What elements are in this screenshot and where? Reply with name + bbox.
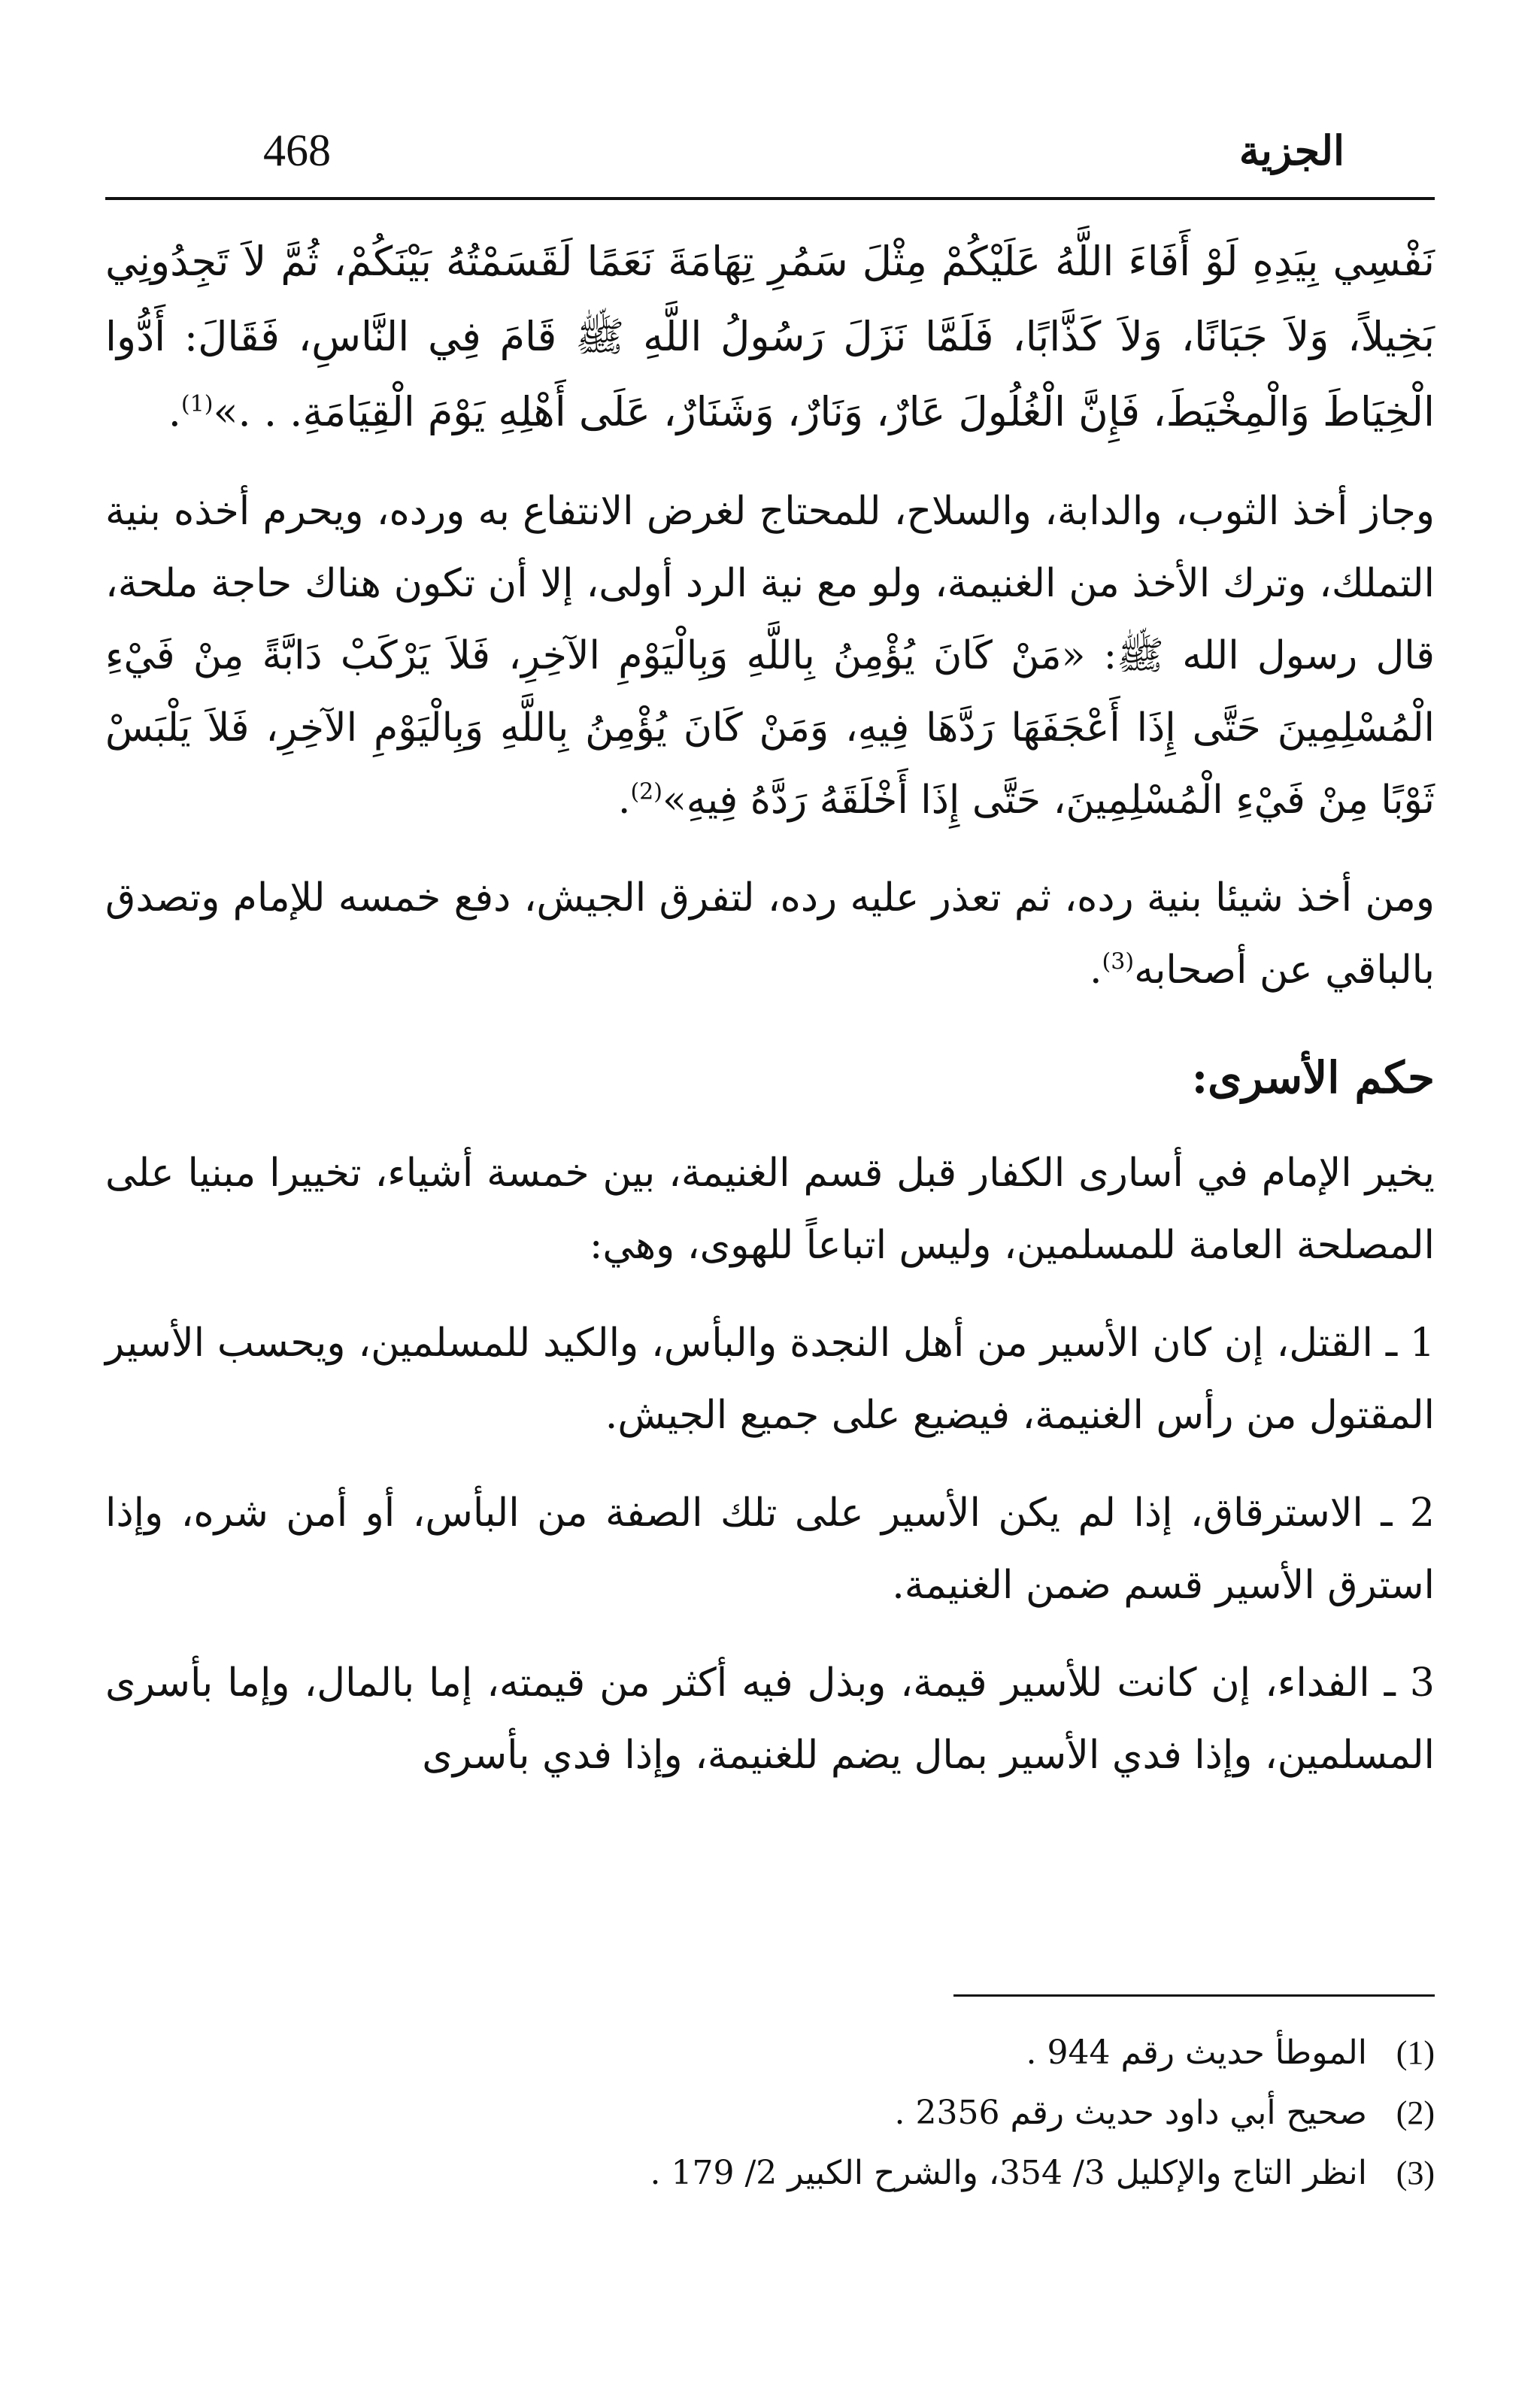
footnote-2 <box>105 2083 1435 2143</box>
footnote-rule <box>953 1994 1435 1997</box>
footnotes <box>105 2023 1435 2203</box>
footnote-ref-2: (2) <box>630 778 662 805</box>
footnote-text: انظر التاج والإكليل 3/ 354، والشرح الكبير 2/ 179 . <box>650 2154 1367 2192</box>
footnote-text: صحيح أبي داود حديث رقم 2356 . <box>894 2094 1367 2132</box>
footnote-3 <box>105 2143 1435 2203</box>
page-header <box>105 113 1435 188</box>
list-item-3: 3 ـ الفداء، إن كانت للأسير قيمة، وبذل فيه أكثر من قيمته، إما بالمال، وإما بأسرى المسلمين، وإذا فدي الأسير بمال يضم للغنيمة، وإذا فدي بأسرى <box>105 1660 1435 1778</box>
paragraph-2 <box>105 475 1435 836</box>
main-text <box>105 224 1435 1817</box>
paragraph-4: يخير الإمام في أسارى الكفار قبل قسم الغنيمة، بين خمسة أشياء، تخييرا مبنيا على المصلحة العامة للمسلمين، وليس اتباعاً للهوى، وهي: <box>105 1151 1435 1268</box>
footnote-1 <box>105 2023 1435 2083</box>
paragraph-text: ومن أخذ شيئا بنية رده، ثم تعذر عليه رده، لتفرق الجيش، دفع خمسه للإمام وتصدق بالباقي عن أصحابه <box>105 875 1435 993</box>
footnote-ref-1: (1) <box>180 391 214 417</box>
running-title: الجزية <box>1238 126 1344 174</box>
page-number: 468 <box>263 126 331 175</box>
footnote-text: الموطأ حديث رقم 944 . <box>1026 2034 1367 2072</box>
paragraph-end: . <box>617 778 631 823</box>
footnote-number: (1) <box>1396 2034 1435 2071</box>
footnote-number: (2) <box>1396 2094 1435 2131</box>
footnote-ref-3: (3) <box>1102 948 1135 975</box>
paragraph-end: . <box>168 388 181 435</box>
hadith-paragraph-1 <box>105 224 1435 450</box>
list-item-2: 2 ـ الاسترقاق، إذا لم يكن الأسير على تلك الصفة من البأس، أو أمن شره، وإذا استرق الأسير قسم ضمن الغنيمة. <box>105 1491 1435 1608</box>
paragraph-text: نَفْسِي بِيَدِهِ لَوْ أَفَاءَ اللَّهُ عَلَيْكُمْ مِثْلَ سَمُرِ تِهَامَةَ نَعَمًا لَقَسَمْتُهُ بَيْنَكُمْ، ثُمَّ لاَ تَجِدُونِي بَخِيلاً، وَلاَ جَبَانًا، وَلاَ كَذَّابًا، فَلَمَّا نَزَلَ رَسُولُ اللَّهِ ﷺ قَامَ فِي النَّاسِ، فَقَالَ: أَدُّوا الْخِيَاطَ وَالْمِخْيَطَ، فَإِنَّ الْغُلُولَ عَارٌ، وَنَارٌ، وَشَنَارٌ، عَلَى أَهْلِهِ يَوْمَ الْقِيَامَةِ. . .» <box>105 238 1435 435</box>
section-heading: حكم الأسرى: <box>1191 1052 1435 1103</box>
paragraph-end: . <box>1090 948 1102 993</box>
footnote-number: (3) <box>1396 2155 1435 2191</box>
paragraph-3 <box>105 862 1435 1006</box>
header-rule <box>105 197 1435 200</box>
paragraph-text: وجاز أخذ الثوب، والدابة، والسلاح، للمحتاج لغرض الانتفاع به ورده، ويحرم أخذه بنية التملك، وترك الأخذ من الغنيمة، ولو مع نية الرد أولى، إلا أن تكون هناك حاجة ملحة، قال رسول الله ﷺ: «مَنْ كَانَ يُؤْمِنُ بِاللَّهِ وَبِالْيَوْمِ الآخِرِ، فَلاَ يَرْكَبْ دَابَّةً مِنْ فَيْءِ الْمُسْلِمِينَ حَتَّى إِذَا أَعْجَفَهَا رَدَّهَا فِيهِ، وَمَنْ كَانَ يُؤْمِنُ بِاللَّهِ وَبِالْيَوْمِ الآخِرِ، فَلاَ يَلْبَسْ ثَوْبًا مِنْ فَيْءِ الْمُسْلِمِينَ، حَتَّى إِذَا أَخْلَقَهُ رَدَّهُ فِيهِ» <box>105 489 1435 823</box>
list-item-1: 1 ـ القتل، إن كان الأسير من أهل النجدة والبأس، والكيد للمسلمين، ويحسب الأسير المقتول من رأس الغنيمة، فيضيع على جميع الجيش. <box>105 1321 1435 1438</box>
